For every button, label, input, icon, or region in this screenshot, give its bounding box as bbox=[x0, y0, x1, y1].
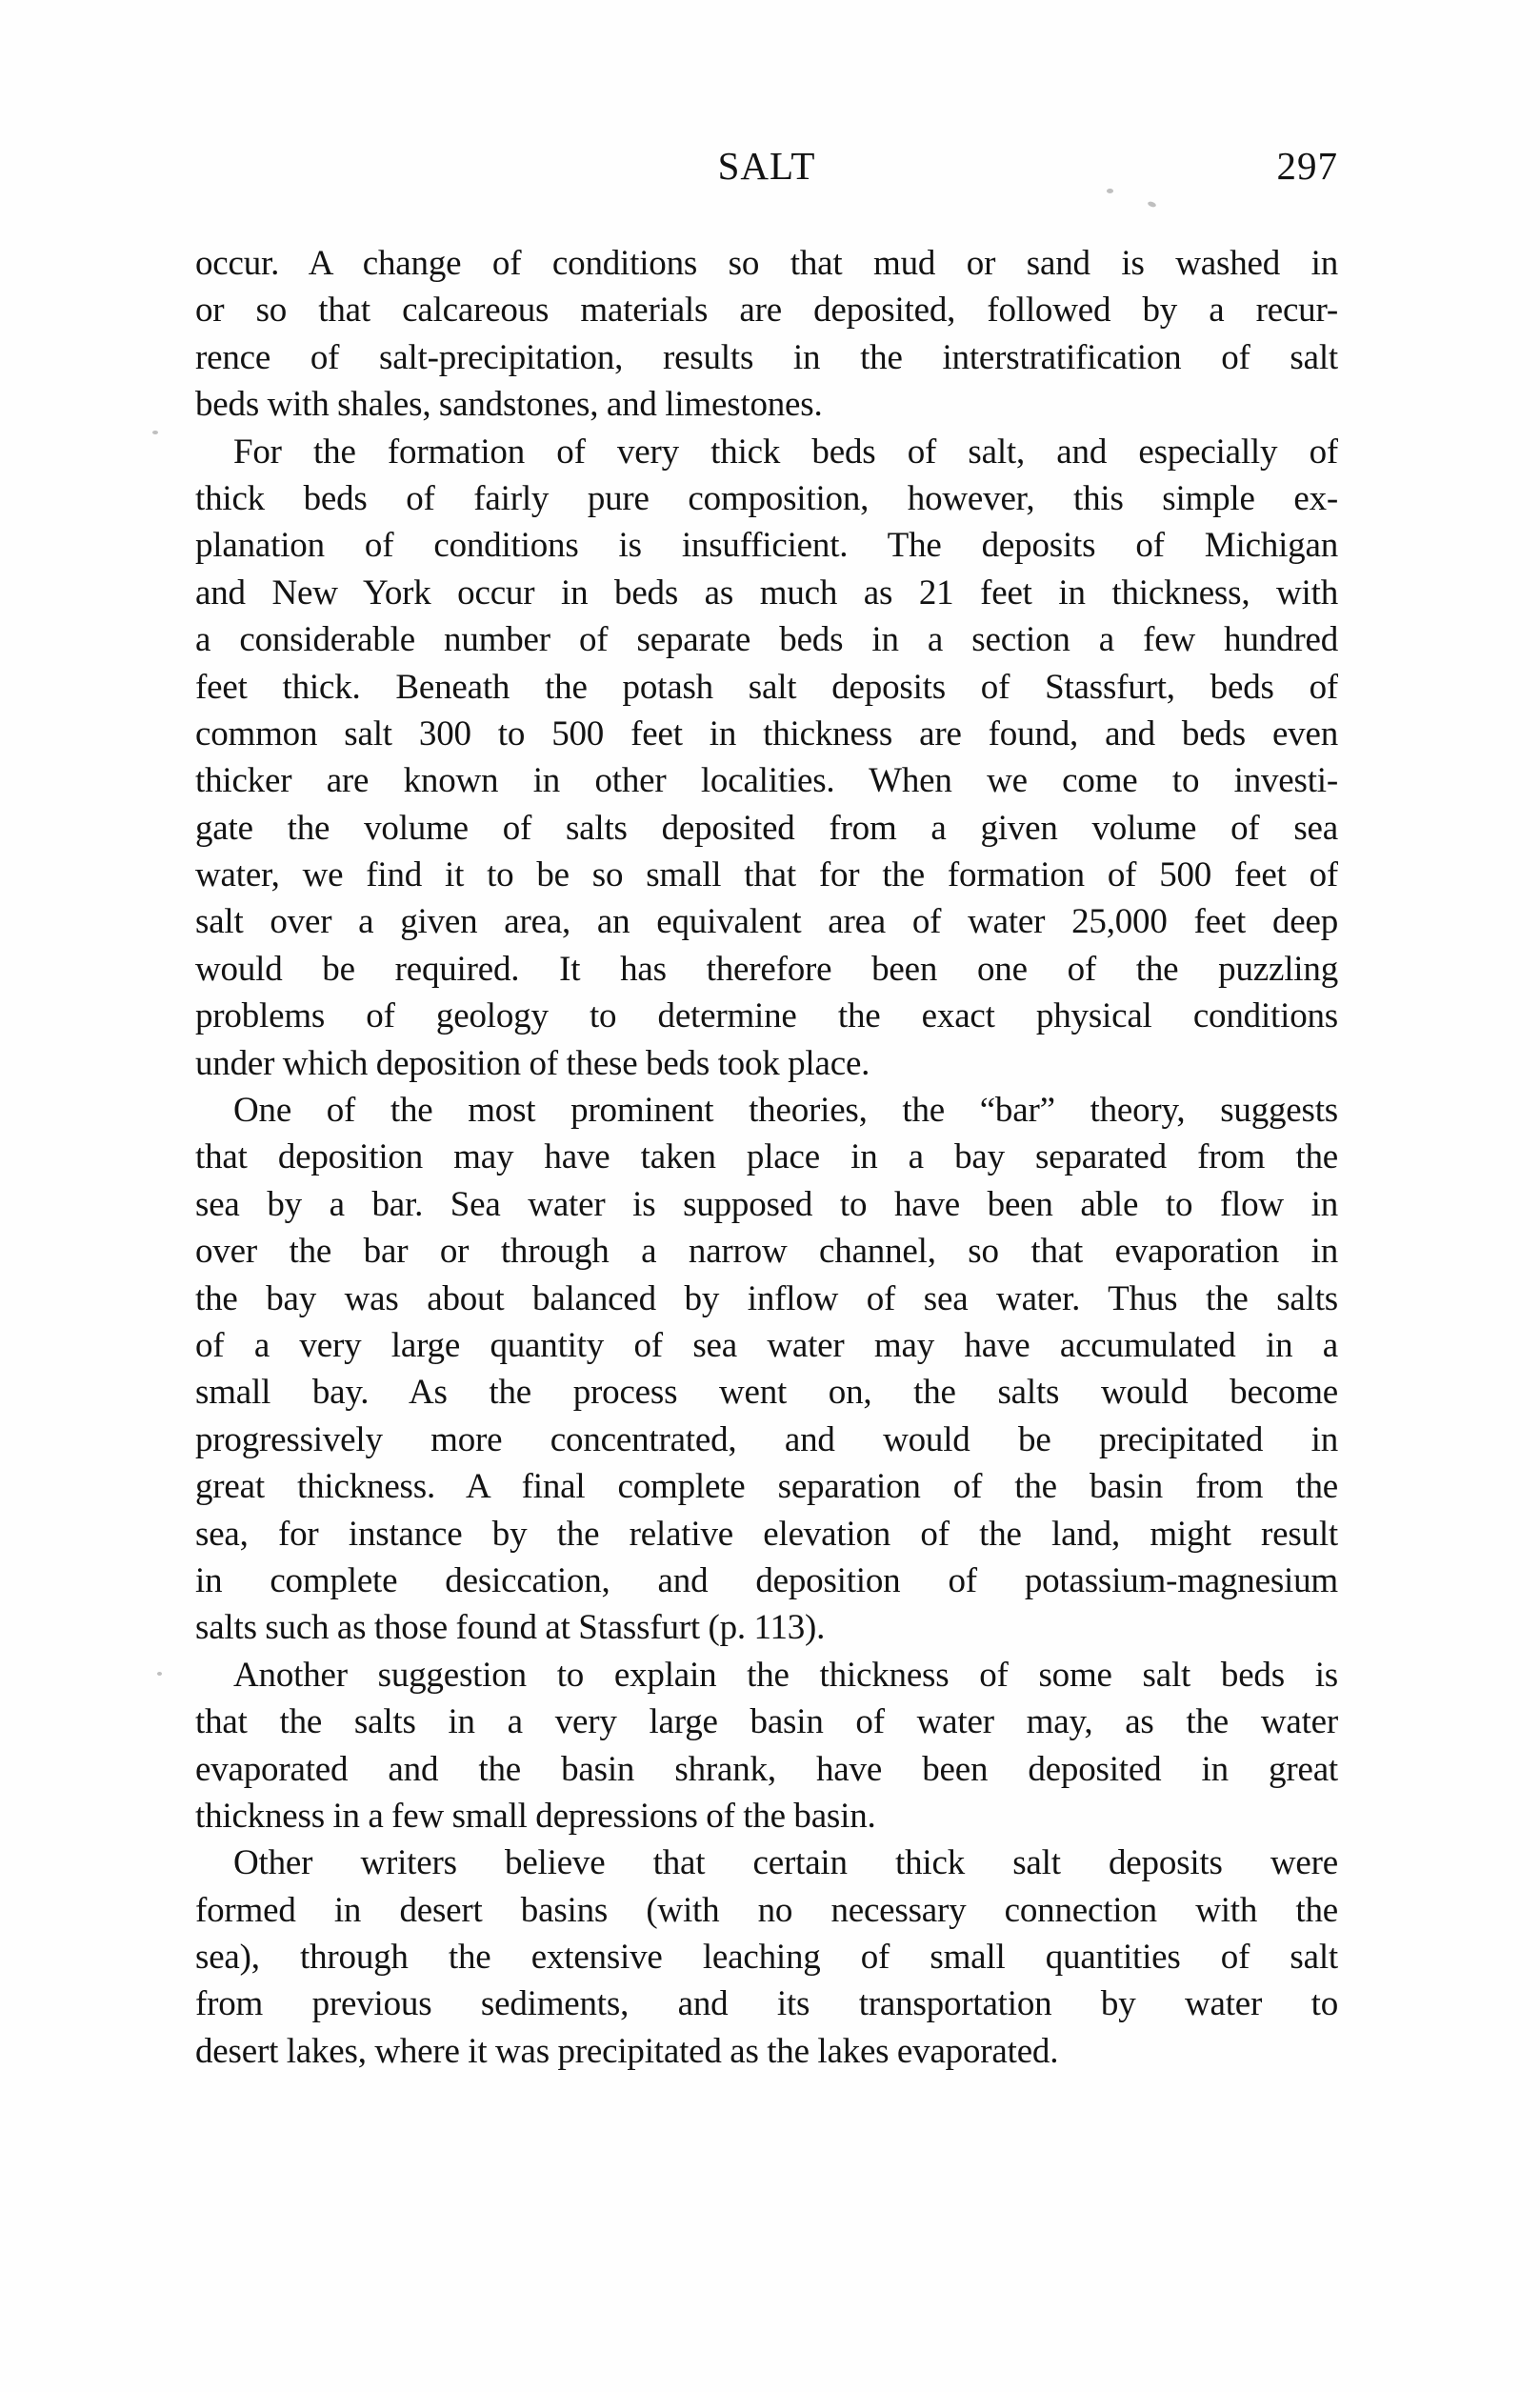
text-line: Other writers believe that certain thick salt deposits were bbox=[233, 1843, 1338, 1883]
text-line: Another suggestion to explain the thickness of some salt beds is bbox=[233, 1655, 1338, 1695]
text-line: great thickness. A final complete separation of the basin from the bbox=[195, 1467, 1338, 1507]
text-block bbox=[195, 240, 1338, 2075]
text-line: planation of conditions is insufficient. The deposits of Michigan bbox=[195, 526, 1338, 566]
text-line: the bay was about balanced by inflow of sea water. Thus the salts bbox=[195, 1278, 1338, 1318]
text-line: One of the most prominent theories, the “bar” theory, suggests bbox=[233, 1091, 1338, 1131]
text-line: would be required. It has therefore been one of the puzzling bbox=[195, 949, 1338, 989]
text-line: or so that calcareous materials are deposited, followed by a recur- bbox=[195, 291, 1338, 331]
text-line: occur. A change of conditions so that mud or sand is washed in bbox=[195, 244, 1338, 283]
text-line: thicker are known in other localities. When we come to investi- bbox=[195, 761, 1338, 801]
text-line: of a very large quantity of sea water may have accumulated in a bbox=[195, 1325, 1338, 1365]
text-line: and New York occur in beds as much as 21 feet in thickness, with bbox=[195, 573, 1338, 613]
paragraph bbox=[195, 429, 1338, 1087]
page-number: 297 bbox=[1276, 144, 1338, 188]
text-line: evaporated and the basin shrank, have been deposited in great bbox=[195, 1749, 1338, 1789]
running-head bbox=[195, 143, 1338, 191]
text-line: under which deposition of these beds took place. bbox=[195, 1043, 870, 1083]
text-line: For the formation of very thick beds of salt, and especially of bbox=[233, 432, 1338, 472]
text-line: problems of geology to determine the exact physical conditions bbox=[195, 996, 1338, 1036]
text-line: formed in desert basins (with no necessary connection with the bbox=[195, 1890, 1338, 1930]
text-line: a considerable number of separate beds in a section a few hundred bbox=[195, 620, 1338, 660]
scan-speck bbox=[157, 1672, 162, 1676]
text-line: small bay. As the process went on, the salts would become bbox=[195, 1373, 1338, 1413]
page-title: SALT bbox=[717, 144, 816, 188]
text-line: sea by a bar. Sea water is supposed to have been able to flow in bbox=[195, 1184, 1338, 1224]
text-line: desert lakes, where it was precipitated as the lakes evaporated. bbox=[195, 2031, 1059, 2071]
scan-speck bbox=[1147, 201, 1156, 209]
text-line: feet thick. Beneath the potash salt deposits of Stassfurt, beds of bbox=[195, 667, 1338, 707]
text-line: that deposition may have taken place in a bay separated from the bbox=[195, 1137, 1338, 1177]
text-line: progressively more concentrated, and would be precipitated in bbox=[195, 1419, 1338, 1459]
text-line: rence of salt-precipitation, results in the interstratification of salt bbox=[195, 337, 1338, 377]
paragraph bbox=[195, 1652, 1338, 1840]
paragraph bbox=[195, 240, 1338, 429]
scan-speck bbox=[152, 431, 158, 434]
text-line: gate the volume of salts deposited from a given volume of sea bbox=[195, 808, 1338, 848]
text-line: salt over a given area, an equivalent area of water 25,000 feet deep bbox=[195, 902, 1338, 942]
text-line: sea, for instance by the relative elevation of the land, might result bbox=[195, 1514, 1338, 1554]
text-line: water, we find it to be so small that for the formation of 500 feet of bbox=[195, 855, 1338, 895]
text-line: beds with shales, sandstones, and limestones. bbox=[195, 385, 823, 425]
text-line: from previous sediments, and its transportation by water to bbox=[195, 1984, 1338, 2024]
text-line: thickness in a few small depressions of the basin. bbox=[195, 1796, 876, 1836]
paragraph bbox=[195, 1839, 1338, 2075]
text-line: sea), through the extensive leaching of small quantities of salt bbox=[195, 1938, 1338, 1978]
paragraph bbox=[195, 1087, 1338, 1652]
text-line: that the salts in a very large basin of water may, as the water bbox=[195, 1702, 1338, 1742]
text-line: common salt 300 to 500 feet in thickness are found, and beds even bbox=[195, 714, 1338, 754]
scan-speck bbox=[1107, 189, 1113, 193]
text-line: over the bar or through a narrow channel, so that evaporation in bbox=[195, 1232, 1338, 1272]
text-line: in complete desiccation, and deposition of potassium-magnesium bbox=[195, 1560, 1338, 1600]
text-line: salts such as those found at Stassfurt (p. 113). bbox=[195, 1608, 826, 1648]
text-line: thick beds of fairly pure composition, however, this simple ex- bbox=[195, 478, 1338, 518]
